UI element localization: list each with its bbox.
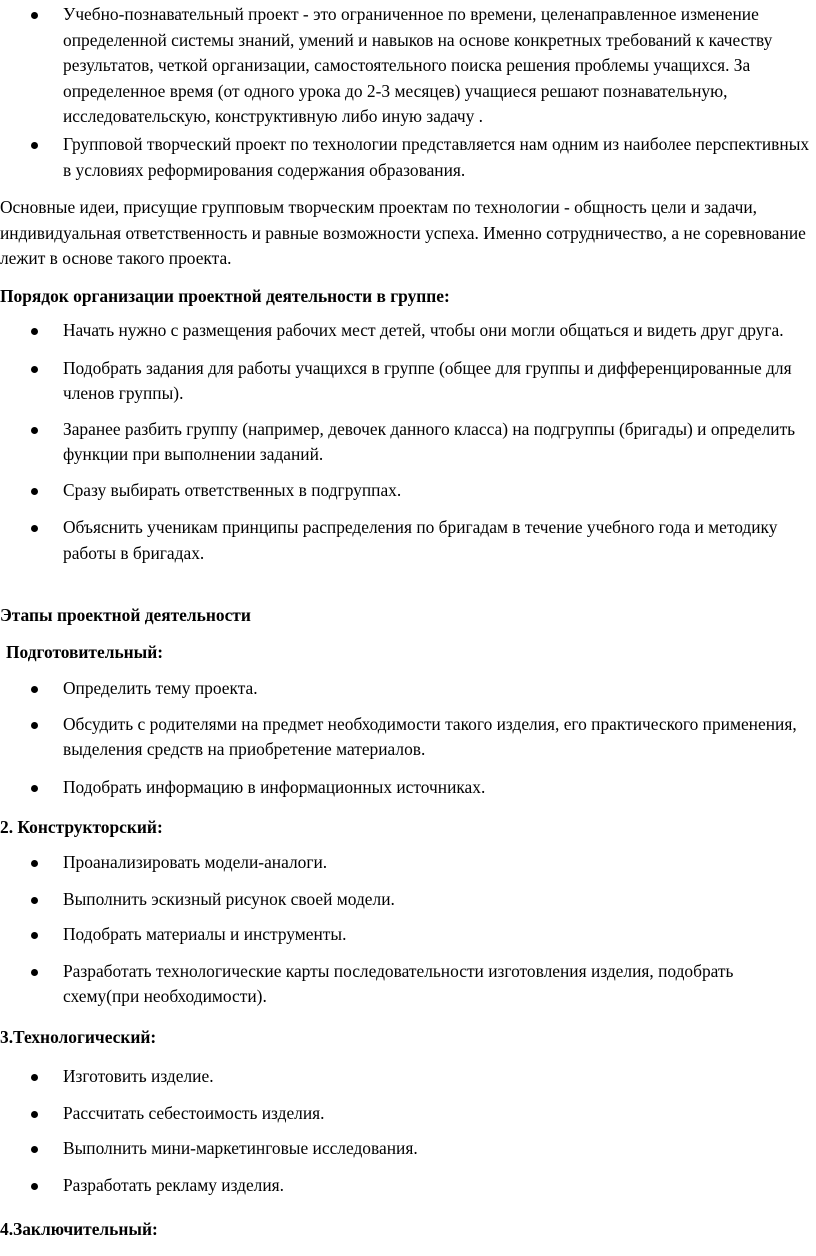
list-item-text: Разработать технологические карты последовательности изготовления изделия, подобрать схему(при необходимости).	[63, 960, 734, 1006]
stage-design-list	[0, 850, 816, 1010]
list-item	[0, 922, 816, 948]
bullet-icon	[31, 1111, 38, 1118]
stage-final-heading: 4.Заключительный:	[0, 1219, 158, 1239]
list-item-text: Выполнить мини-маркетинговые исследования.	[63, 1138, 418, 1158]
intro-bullet-list-2	[0, 132, 816, 183]
list-item-text: Объяснить ученикам принципы распределения по бригадам в течение учебного года и методику работы в бригадах.	[63, 517, 778, 563]
bullet-icon	[31, 860, 38, 867]
list-item	[0, 1173, 816, 1199]
organization-heading: Порядок организации проектной деятельности в группе:	[0, 286, 450, 306]
list-item-text: Заранее разбить группу (например, девочек данного класса) на подгруппы (бригады) и определить функции при выполнении заданий.	[63, 418, 796, 464]
bullet-icon	[31, 142, 38, 149]
list-item	[0, 850, 816, 876]
list-item	[0, 887, 816, 913]
bullet-icon	[31, 897, 38, 904]
list-item	[0, 775, 816, 801]
bullet-icon	[31, 366, 38, 373]
list-item	[0, 1136, 816, 1162]
list-item	[0, 1101, 816, 1127]
bullet-icon	[31, 1183, 38, 1190]
list-item-text: Подобрать информацию в информационных источниках.	[63, 776, 486, 797]
intro-bullet-list	[0, 2, 816, 130]
organization-list	[0, 318, 816, 566]
list-item-text: Групповой творческий проект по технологии представляется нам одним из наиболее перспективных в условиях реформирования содержания образования.	[63, 134, 810, 180]
bullet-icon	[31, 525, 38, 532]
list-item-text: Рассчитать себестоимость изделия.	[63, 1102, 325, 1123]
stage-prep-heading: Подготовительный:	[6, 642, 164, 662]
bullet-icon	[31, 932, 38, 939]
bullet-icon	[31, 1146, 38, 1153]
list-item-text: Начать нужно с размещения рабочих мест детей, чтобы они могли общаться и видеть друг друга.	[63, 320, 784, 340]
bullet-icon	[31, 785, 38, 792]
list-item-text: Обсудить с родителями на предмет необходимости такого изделия, его практического применения, выделения средств на приобретение материалов.	[63, 713, 797, 759]
list-item-text: Подобрать материалы и инструменты.	[63, 924, 347, 944]
list-item	[0, 356, 816, 407]
stages-heading: Этапы проектной деятельности	[0, 605, 251, 625]
main-paragraph: Основные идеи, присущие групповым творческим проектам по технологии - общность цели и задачи, индивидуальная ответственность и равные возможности успеха. Именно сотрудничество, а не соревнование лежит в основе такого проекта.	[0, 197, 806, 268]
bullet-icon	[31, 12, 38, 19]
bullet-icon	[31, 1074, 38, 1081]
bullet-icon	[31, 969, 38, 976]
bullet-icon	[31, 488, 38, 495]
list-item-text: Учебно-познавательный проект - это ограниченное по времени, целенаправленное изменение определенной системы знаний, умений и навыков на основе конкретных требований к качеству результатов, четкой организации, самостоятельного поиска решения проблемы учащихся. За определенное время (от одного урока до 2-3 месяцев) учащиеся решают познавательную, исследовательскую, конструктивную либо иную задачу .	[63, 4, 773, 126]
list-item-text: Выполнить эскизный рисунок своей модели.	[63, 888, 395, 909]
list-item-text: Сразу выбирать ответственных в подгруппах.	[63, 479, 402, 500]
list-item	[0, 959, 816, 1010]
stage-tech-heading: 3.Технологический:	[0, 1027, 157, 1047]
list-item	[0, 676, 816, 702]
list-item	[0, 318, 816, 344]
list-item-text: Изготовить изделие.	[63, 1066, 214, 1086]
list-item-text: Разработать рекламу изделия.	[63, 1174, 285, 1195]
stage-design-heading: 2. Конструкторский:	[0, 817, 163, 837]
stage-prep-list	[0, 676, 816, 800]
list-item	[0, 478, 816, 504]
stage-tech-list	[0, 1064, 816, 1198]
list-item-text: Подобрать задания для работы учащихся в группе (общее для группы и дифференцированные для членов группы).	[63, 357, 792, 403]
list-item	[0, 712, 816, 763]
bullet-icon	[31, 328, 38, 335]
list-item	[0, 1064, 816, 1090]
bullet-icon	[31, 722, 38, 729]
list-item	[0, 417, 816, 468]
bullet-icon	[31, 686, 38, 693]
list-item	[0, 132, 816, 183]
bullet-icon	[31, 427, 38, 434]
list-item	[0, 2, 816, 130]
list-item	[0, 515, 816, 566]
list-item-text: Определить тему проекта.	[63, 678, 258, 698]
list-item-text: Проанализировать модели-аналоги.	[63, 852, 328, 872]
